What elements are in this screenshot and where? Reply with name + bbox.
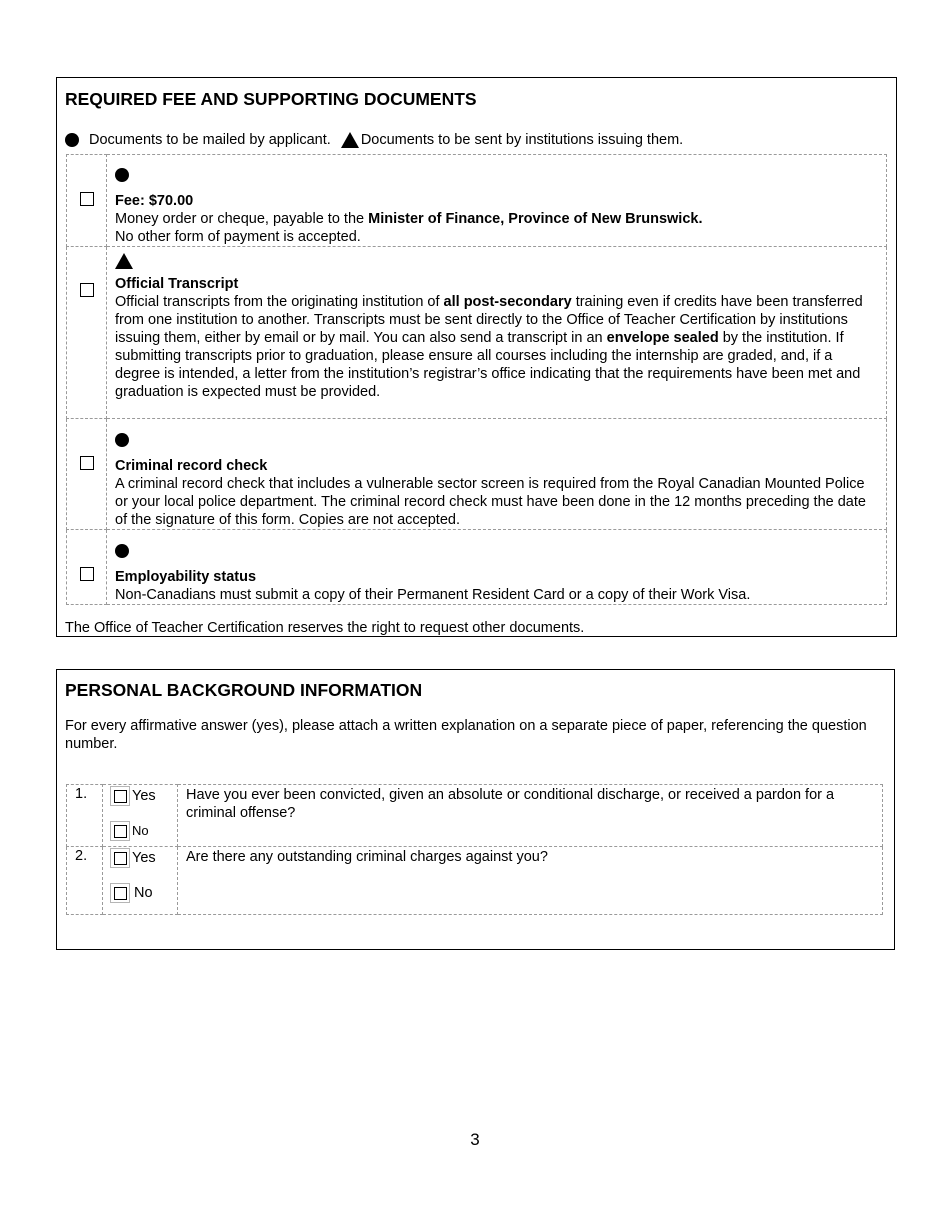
table-row (67, 419, 887, 530)
question-number: 2. (67, 847, 103, 915)
question-number: 1. (67, 785, 103, 847)
reserves-note: The Office of Teacher Certification reserves the right to request other documents. (65, 620, 585, 636)
legend-institution-text: Documents to be sent by institutions issuing them. (360, 132, 684, 148)
circle-icon (115, 433, 129, 447)
q1-no-option[interactable] (110, 821, 149, 841)
item-title: Fee: $70.00 (115, 193, 194, 209)
legend-mail-text: Documents to be mailed by applicant. (89, 132, 331, 148)
questions-table (66, 784, 883, 915)
transcript-checkbox[interactable] (80, 283, 94, 297)
triangle-icon (115, 253, 133, 269)
employability-item: Employability status Non-Canadians must submit a copy of their Permanent Resident Card or a copy of their Work Visa. (107, 530, 886, 604)
item-title: Criminal record check (115, 458, 268, 474)
q1-no-checkbox[interactable] (114, 825, 127, 838)
circle-icon (115, 544, 129, 558)
circle-icon (115, 168, 129, 182)
item-title: Official Transcript (115, 276, 239, 292)
intro-text: For every affirmative answer (yes), please attach a written explanation on a separate piece of paper, referencing the question number. (65, 718, 867, 752)
table-row (67, 530, 887, 605)
question-text: Have you ever been convicted, given an absolute or conditional discharge, or received a pardon for a criminal offense? (178, 785, 883, 847)
yes-label: Yes (132, 788, 156, 804)
section-title: REQUIRED FEE AND SUPPORTING DOCUMENTS (65, 89, 477, 109)
criminal-record-checkbox[interactable] (80, 456, 94, 470)
employability-checkbox[interactable] (80, 567, 94, 581)
table-row (67, 847, 883, 915)
q1-yes-option[interactable] (110, 786, 156, 806)
no-label: No (134, 885, 153, 901)
triangle-icon (341, 132, 359, 148)
q1-yes-checkbox[interactable] (114, 790, 127, 803)
q2-yes-option[interactable] (110, 848, 156, 868)
transcript-item: Official Transcript Official transcripts from the originating institution of all post-secondary training even if credits have been transferred from one institution to another. Transcripts must be sent directly to the Office of Teacher Certification by institutions issuing them, either by email or by mail. You can also send a transcript in an envelope sealed by the institution. If submitting transcripts prior to graduation, please ensure all courses including the internship are graded, and, if a degree is intended, a letter from the institution’s registrar’s office indicating that the requirements have been met and graduation is expected must be provided. (107, 247, 886, 401)
q2-no-checkbox[interactable] (114, 887, 127, 900)
required-documents-section (56, 77, 897, 637)
fee-item: Fee: $70.00 Money order or cheque, payable to the Minister of Finance, Province of New Brunswick. No other form of payment is accepted. (107, 155, 886, 246)
circle-icon (65, 133, 79, 147)
table-row (67, 247, 887, 419)
q2-no-option[interactable] (110, 883, 153, 903)
legend (65, 130, 683, 150)
table-row (67, 785, 883, 847)
question-text: Are there any outstanding criminal charges against you? (178, 847, 883, 915)
table-row (67, 155, 887, 247)
section-title: PERSONAL BACKGROUND INFORMATION (65, 680, 423, 700)
documents-table (66, 154, 887, 605)
criminal-record-item: Criminal record check A criminal record check that includes a vulnerable sector screen is required from the Royal Canadian Mounted Police or your local police department. The criminal record check must have been done in the 12 months preceding the date of the signature of this form. Copies are not accepted. (107, 419, 886, 529)
no-label: No (132, 823, 149, 838)
item-title: Employability status (115, 569, 257, 585)
yes-label: Yes (132, 850, 156, 866)
fee-checkbox[interactable] (80, 192, 94, 206)
q2-yes-checkbox[interactable] (114, 852, 127, 865)
personal-background-section (56, 669, 895, 950)
page-number: 3 (470, 1130, 480, 1149)
